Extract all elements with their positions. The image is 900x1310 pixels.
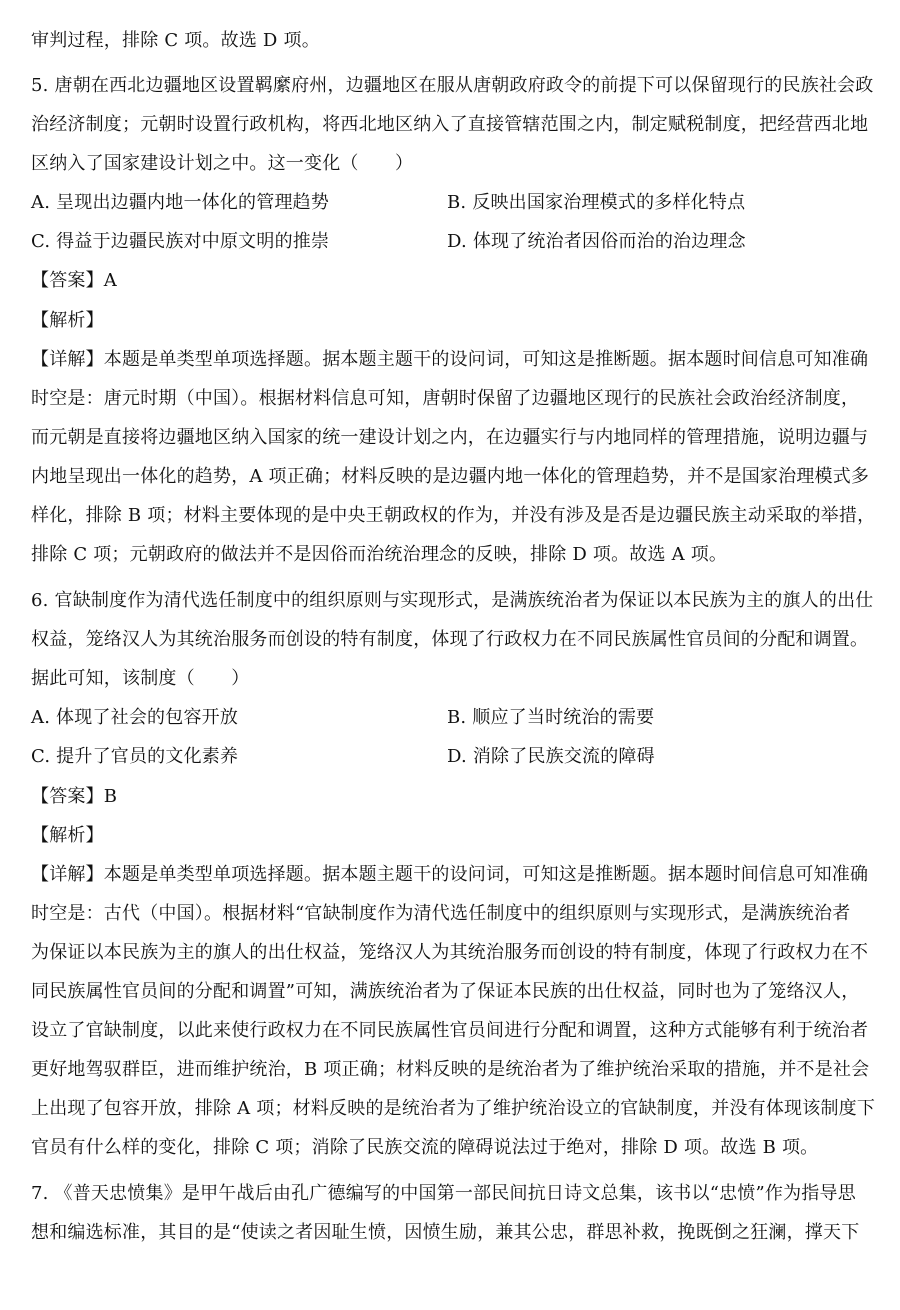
question-6-option-b: B. 顺应了当时统治的需要: [447, 707, 655, 728]
question-5-stem-line-1: 5. 唐朝在西北边疆地区设置羁縻府州，边疆地区在服从唐朝政府政令的前提下可以保留现行的民族社会政: [31, 75, 874, 96]
question-5-answer: 【答案】A: [31, 270, 117, 291]
question-5-stem-line-2: 治经济制度；元朝时设置行政机构，将西北地区纳入了直接管辖范围之内，制定赋税制度，把经营西北地: [31, 114, 869, 135]
question-5-option-b: B. 反映出国家治理模式的多样化特点: [447, 192, 746, 213]
question-6-stem-line-3: 据此可知，该制度（ ）: [31, 668, 250, 689]
question-6-option-d: D. 消除了民族交流的障碍: [447, 746, 655, 767]
question-6-option-c: C. 提升了官员的文化素养: [31, 746, 239, 767]
question-5-explanation-line-6: 排除 C 项；元朝政府的做法并不是因俗而治统治理念的反映，排除 D 项。故选 A 项。: [31, 544, 728, 565]
question-5-option-c: C. 得益于边疆民族对中原文明的推崇: [31, 231, 330, 252]
question-6-explanation-line-3: 为保证以本民族为主的旗人的出仕权益，笼络汉人为其统治服务而创设的特有制度，体现了行政权力在不: [31, 942, 869, 963]
question-5-analysis-heading: 【解析】: [31, 310, 104, 331]
question-5-option-d: D. 体现了统治者因俗而治的治边理念: [447, 231, 746, 252]
question-5-explanation-line-1: 【详解】本题是单类型单项选择题。据本题主题干的设问词，可知这是推断题。据本题时间信息可知准确: [31, 349, 869, 370]
question-6-explanation-line-6: 更好地驾驭群臣，进而维护统治，B 项正确；材料反映的是统治者为了维护统治采取的措施，并不是社会: [31, 1059, 870, 1080]
question-7-stem-line-2: 想和编选标准，其目的是“使读之者因耻生愤，因愤生励，兼其公忠，群思补救，挽既倒之狂澜，撑天下: [31, 1222, 860, 1243]
text-line-prev-conclusion: 审判过程，排除 C 项。故选 D 项。: [31, 30, 320, 51]
question-7-stem-line-1: 7. 《普天忠愤集》是甲午战后由孔广德编写的中国第一部民间抗日诗文总集，该书以“忠愤”作为指导思: [31, 1183, 856, 1204]
question-6-analysis-heading: 【解析】: [31, 825, 104, 846]
question-5-option-a: A. 呈现出边疆内地一体化的管理趋势: [31, 192, 330, 213]
question-6-explanation-line-7: 上出现了包容开放，排除 A 项；材料反映的是统治者为了维护统治设立的官缺制度，并没有体现该制度下: [31, 1098, 876, 1119]
question-5-explanation-line-5: 样化，排除 B 项；材料主要体现的是中央王朝政权的作为，并没有涉及是否是边疆民族主动采取的举措，: [31, 505, 876, 526]
question-6-answer: 【答案】B: [31, 786, 118, 807]
question-6-stem-line-1: 6. 官缺制度作为清代选任制度中的组织原则与实现形式，是满族统治者为保证以本民族为主的旗人的出仕: [31, 590, 874, 611]
question-5-explanation-line-2: 时空是：唐元时期（中国）。根据材料信息可知，唐朝时保留了边疆地区现行的民族社会政治经济制度，: [31, 388, 860, 409]
question-6-explanation-line-4: 同民族属性官员间的分配和调置”可知，满族统治者为了保证本民族的出仕权益，同时也为了笼络汉人，: [31, 981, 860, 1002]
question-6-option-a: A. 体现了社会的包容开放: [31, 707, 239, 728]
question-6-explanation-line-1: 【详解】本题是单类型单项选择题。据本题主题干的设问词，可知这是推断题。据本题时间信息可知准确: [31, 864, 869, 885]
question-5-explanation-line-3: 而元朝是直接将边疆地区纳入国家的统一建设计划之内，在边疆实行与内地同样的管理措施，说明边疆与: [31, 427, 869, 448]
question-6-stem-line-2: 权益，笼络汉人为其统治服务而创设的特有制度，体现了行政权力在不同民族属性官员间的分配和调置。: [31, 629, 869, 650]
question-5-stem-line-3: 区纳入了国家建设计划之中。这一变化（ ）: [31, 153, 414, 174]
question-6-explanation-line-8: 官员有什么样的变化，排除 C 项；消除了民族交流的障碍说法过于绝对，排除 D 项。故选 B 项。: [31, 1137, 819, 1158]
question-6-explanation-line-2: 时空是：古代（中国）。根据材料“官缺制度作为清代选任制度中的组织原则与实现形式，是满族统治者: [31, 903, 851, 924]
question-6-explanation-line-5: 设立了官缺制度，以此来使行政权力在不同民族属性官员间进行分配和调置，这种方式能够有利于统治者: [31, 1020, 869, 1041]
question-5-explanation-line-4: 内地呈现出一体化的趋势，A 项正确；材料反映的是边疆内地一体化的管理趋势，并不是国家治理模式多: [31, 466, 870, 487]
